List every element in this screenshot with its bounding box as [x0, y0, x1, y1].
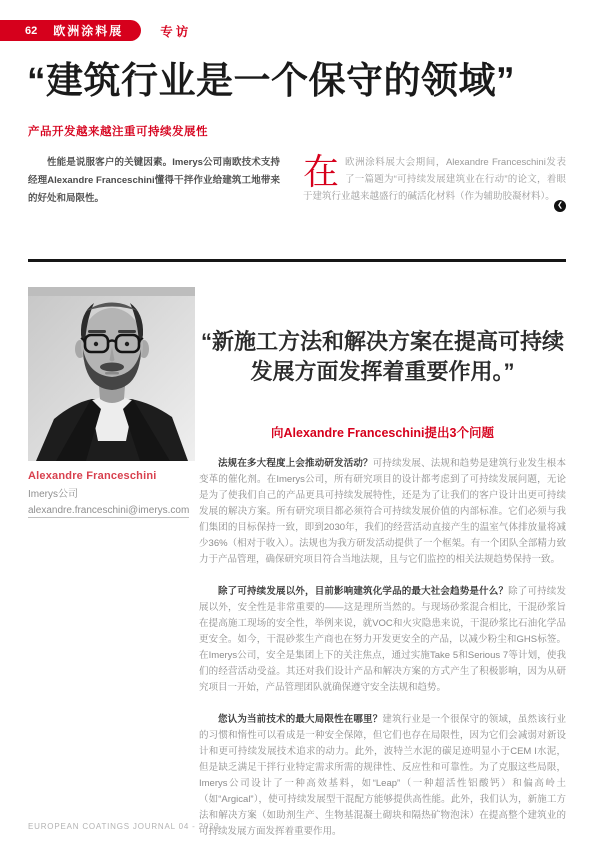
profile-sidebar: [28, 287, 195, 518]
journal-footer: EUROPEAN COATINGS JOURNAL 04 - 2023: [28, 822, 220, 831]
article-headline: “建筑行业是一个保守的领域”: [27, 60, 515, 101]
portrait-photo: [28, 287, 195, 461]
profile-email-link[interactable]: alexandre.franceschini@imerys.com: [28, 505, 190, 516]
page-header: [0, 20, 191, 41]
drop-cap: 在: [303, 151, 340, 192]
qa-answer: 可持续发展、法规和趋势是建筑行业发生根本变革的催化剂。在Imerys公司，所有研究项目的设计都考虑到了可持续发展问题，无论是为了使我们自己的产品更具可持续发展特性，还是为了让我们的客户设计出更可持续发展的解决方案。所有研究项目都必须符合可持续发展价值的内部标准。它们必须与我们集团的目标保持一致，即到2030年，我们的经营活动直接产生的温室气体排放量将减少36%（相对于收入）。法规也为我方研发活动提供了一个框架。有一个团队全部精力致力于产品管理，确保研究项目符合当地法规，且与它们监控的相关法规趋势保持一致。: [199, 458, 566, 565]
topic-label: 专访: [160, 24, 192, 39]
divider-rule: [28, 259, 566, 262]
qa-section-heading: 向Alexandre Franceschini提出3个问题: [271, 426, 494, 440]
qa-body: [199, 456, 566, 840]
qa-paragraph: [199, 712, 566, 840]
qa-question: 您认为当前技术的最大局限性在哪里？: [218, 714, 383, 725]
profile-company: Imerys公司: [28, 489, 78, 500]
qa-answer: 建筑行业是一个很保守的领域，虽然该行业的习惯和惰性可以看成是一种安全保障，但它们也存在局限性，因为它们会减弱对新设计和更可持续发展技术追求的动力。此外，波特兰水泥的碳足迹明显小于CEM I水泥，但是缺乏满足干拌行业特定需求所需的规律性、反应性和可靠性。为了克服这些局限，Imerys公司设计了一种高效基料，如“Leap”（一种超活性铝酸钙）和偏高岭土（如“Argical”），使可持续发展型干混配方能够提供高性能。此外，我们认为，新施工方法和解决方案（如助剂生产、生物基混凝土砌块和隔热矿物泡沫）在提高整个建筑业的可持续发展方面发挥着重要作用。: [199, 714, 566, 837]
profile-name: Alexandre Franceschini: [28, 470, 157, 482]
section-badge: [0, 20, 141, 41]
pull-quote: “新施工方法和解决方案在提高可持续发展方面发挥着重要作用。”: [200, 329, 564, 384]
page-number: 62: [25, 24, 38, 37]
qa-question: 除了可持续发展以外，目前影响建筑化学品的最大社会趋势是什么？: [218, 586, 509, 597]
intro-right-column: [303, 151, 566, 221]
intro-columns: [28, 151, 566, 221]
qa-paragraph: [199, 584, 566, 696]
interview-column: [199, 287, 566, 840]
content-area: [28, 287, 566, 840]
qa-question: 法规在多大程度上会推动研发活动？: [218, 458, 373, 469]
qa-answer: 除了可持续发展以外，安全性是非常重要的——这是理所当然的。与现场砂浆混合相比，干混砂浆旨在提高施工现场的安全性，举例来说，就VOC和火灾隐患来说，干混砂浆比石油化学品更安全。如今，干混砂浆生产商也在努力开发更安全的产品，以减少粉尘和GHS标签。在Imerys公司，安全是集团上下的关注焦点，通过实施Take 5和Serious 7等计划，使我们的经营活动受益。其还对我们设计产品和解决方案的方式产生了积极影响，因为从研究项目一开始，产品管理团队就确保遵守安全法规和趋势。: [199, 586, 566, 693]
intro-right-text: 欧洲涂料展大会期间，Alexandre Franceschini发表了一篇题为“可持续发展建筑业在行动”的论文，着眼于建筑行业越来越盛行的碱活化材料（作为辅助胶凝材料）。: [303, 157, 566, 202]
article-end-icon: ❮: [554, 200, 566, 212]
article-subtitle: 产品开发越来越注重可持续发展性: [28, 126, 208, 138]
section-badge-label: 欧洲涂料展: [53, 24, 124, 38]
qa-paragraph: [199, 456, 566, 568]
intro-left-column: 性能是说服客户的关键因素。Imerys公司南欧技术支持经理Alexandre Franceschini懂得干拌作业给建筑工地带来的好处和局限性。: [28, 157, 280, 204]
